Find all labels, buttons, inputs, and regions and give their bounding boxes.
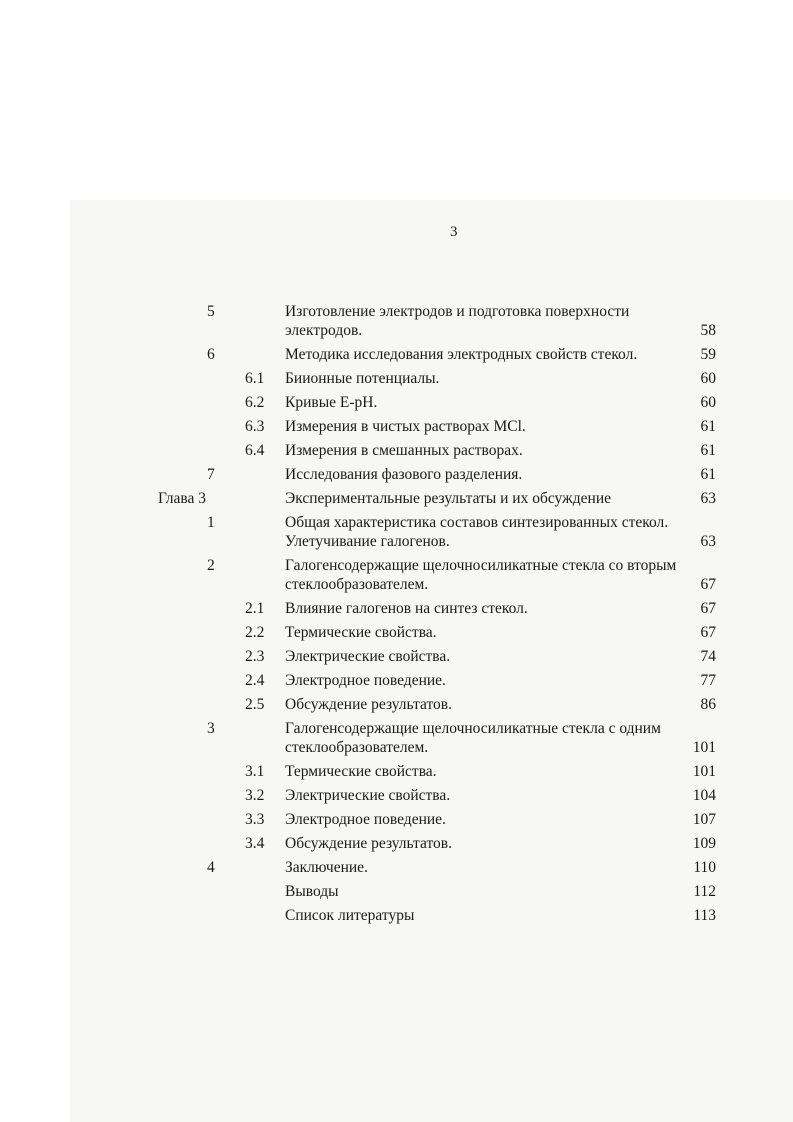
toc-entry [0,441,793,460]
toc-entry-page: 104 [692,787,716,804]
toc-entry-number: 3.4 [245,835,265,852]
toc-entry [0,810,793,829]
toc-entry-title: Измерения в чистых растворах MCl. [285,418,526,435]
toc-entry-page: 60 [700,370,716,387]
toc-entry-number: 5 [207,303,215,320]
toc-entry-number: 3.2 [245,787,265,804]
toc-entry [0,393,793,412]
toc-entry-page: 107 [692,811,716,828]
toc-entry-number: 6.4 [245,442,265,459]
toc-entry-title: Биионные потенциалы. [285,370,440,387]
toc-entry [0,762,793,781]
toc-entry-title: Измерения в смешанных растворах. [285,442,523,459]
toc-entry [0,513,793,551]
toc-entry [0,417,793,436]
toc-entry-title: Галогенсодержащие щелочносиликатные стекла со вторым стеклообразователем. [285,557,677,593]
toc-entry [0,882,793,901]
toc-entry-number: 2.3 [245,648,265,665]
toc-entry [0,302,793,340]
toc-entry-number: 2.1 [245,600,265,617]
table-of-contents [0,302,793,930]
toc-entry-title: Обсуждение результатов. [285,835,452,852]
toc-entry [0,623,793,642]
toc-entry-title: Выводы [285,883,339,900]
toc-entry-title: Галогенсодержащие щелочносиликатные стекла с одним стеклообразователем. [285,720,661,756]
toc-entry-number: 2 [207,557,215,574]
toc-entry-title: Изготовление электродов и подготовка поверхности электродов. [285,303,630,339]
toc-entry-number: 2.4 [245,672,265,689]
toc-entry-number: 1 [207,514,215,531]
toc-entry-title: Экспериментальные результаты и их обсуждение [285,490,611,507]
toc-entry-page: 60 [700,394,716,411]
toc-entry-page: 67 [700,624,716,641]
toc-entry [0,556,793,594]
toc-entry [0,719,793,757]
toc-entry-number: 2.5 [245,696,265,713]
toc-entry-page: 67 [700,600,716,617]
toc-entry-page: 109 [692,835,716,852]
toc-entry-title: Обсуждение результатов. [285,696,452,713]
toc-entry-title: Общая характеристика составов синтезированных стекол. Улетучивание галогенов. [285,514,669,550]
toc-entry [0,786,793,805]
toc-entry-title: Электрические свойства. [285,648,451,665]
toc-entry-number: 6 [207,346,215,363]
toc-entry-page: 77 [700,672,716,689]
toc-entry-number: 3.1 [245,763,265,780]
toc-entry [0,906,793,925]
toc-entry-page: 86 [700,696,716,713]
toc-entry-page: 112 [693,883,716,900]
toc-entry [0,465,793,484]
page-number: 3 [450,224,458,240]
toc-entry-page: 67 [700,576,716,593]
toc-entry [0,599,793,618]
toc-entry-number: 3 [207,720,215,737]
toc-entry-title: Исследования фазового разделения. [285,466,523,483]
toc-entry-title: Заключение. [285,859,368,876]
toc-entry-title: Методика исследования электродных свойств стекол. [285,346,638,363]
toc-entry [0,489,793,508]
toc-entry [0,345,793,364]
toc-entry-number: 6.3 [245,418,265,435]
toc-entry-page: 113 [693,907,716,924]
toc-entry-page: 58 [700,322,716,339]
toc-entry-title: Электрические свойства. [285,787,451,804]
toc-entry-page: 61 [700,442,716,459]
toc-entry-number: 2.2 [245,624,265,641]
toc-entry-number: 6.1 [245,370,265,387]
toc-entry-title: Список литературы [285,907,415,924]
toc-entry [0,834,793,853]
toc-entry [0,858,793,877]
toc-entry-page: 110 [693,859,716,876]
toc-entry-title: Влияние галогенов на синтез стекол. [285,600,528,617]
toc-entry-number: 4 [207,859,215,876]
toc-entry-title: Электродное поведение. [285,811,446,828]
toc-entry [0,671,793,690]
toc-entry-page: 59 [700,346,716,363]
toc-entry-page: 63 [700,533,716,550]
toc-entry-number: 3.3 [245,811,265,828]
toc-entry-page: 61 [700,466,716,483]
toc-entry-number: 6.2 [245,394,265,411]
toc-entry-title: Термические свойства. [285,624,437,641]
toc-entry-number: Глава 3 [158,490,207,507]
toc-entry-number: 7 [207,466,215,483]
toc-entry-page: 74 [700,648,716,665]
toc-entry [0,369,793,388]
toc-entry-title: Электродное поведение. [285,672,446,689]
toc-entry-title: Термические свойства. [285,763,437,780]
toc-entry [0,647,793,666]
toc-entry-page: 101 [692,763,716,780]
toc-entry-page: 61 [700,418,716,435]
toc-entry-title: Кривые E-pH. [285,394,378,411]
toc-entry-page: 101 [692,739,716,756]
toc-entry [0,695,793,714]
toc-entry-page: 63 [700,490,716,507]
